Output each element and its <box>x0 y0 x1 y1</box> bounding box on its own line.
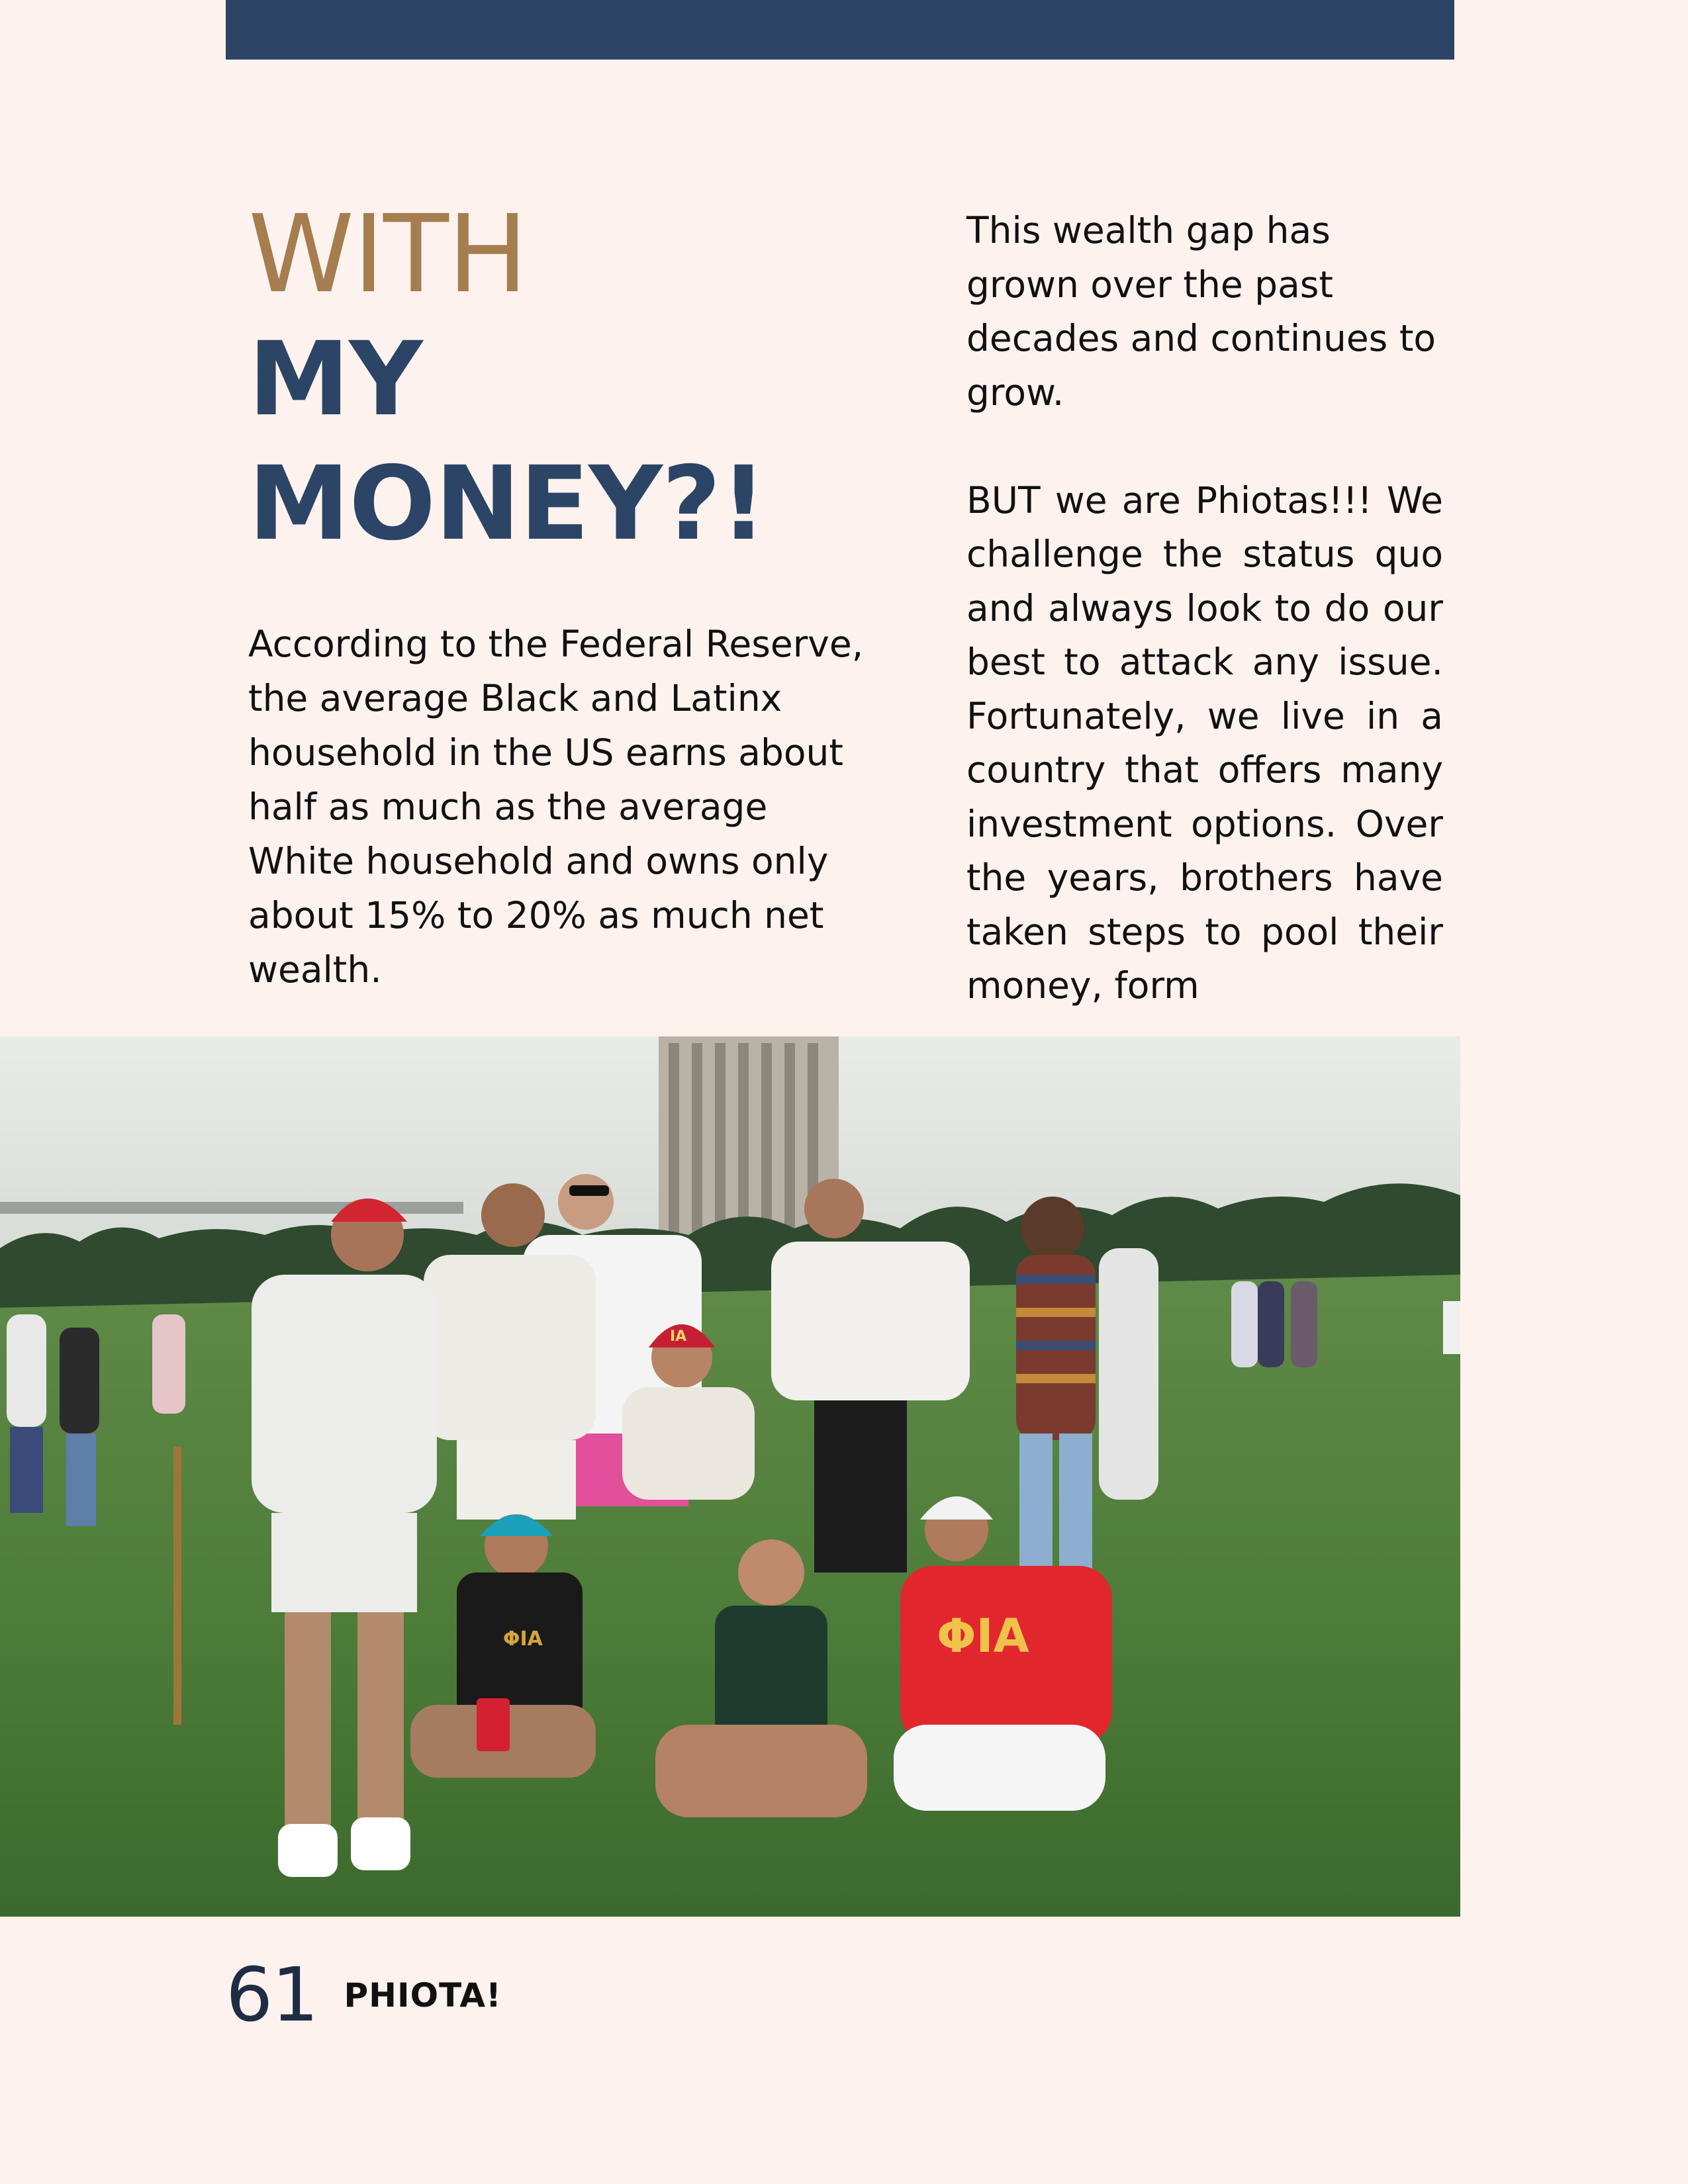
body-paragraph-1: This wealth gap has grown over the past decades and continues to grow. <box>966 209 1436 414</box>
shirt-letters: ΦIA <box>937 1609 1029 1663</box>
body-paragraph-2: BUT we are Phiotas!!! We challenge the status quo and always look to do our best to attack any issue. Fortunately, we live in a country that offers many investment options. Over the years, brothers have taken steps to pool their money, form <box>966 478 1443 1007</box>
title-line-my: MY <box>248 320 422 439</box>
top-accent-bar <box>226 0 1454 60</box>
group-photo <box>0 1036 1460 1917</box>
body-text-left: According to the Federal Reserve, the average Black and Latinx household in the US earns about half as much as the average White household and owns only about 15% to 20% as much net wealth. <box>248 623 864 991</box>
magazine-name: PHIOTA! <box>344 1976 502 2015</box>
article-title <box>248 192 844 567</box>
body-text-right <box>966 204 1443 1013</box>
cane <box>173 1447 181 1725</box>
title-line-money: MONEY?! <box>248 445 767 563</box>
page-number: 61 <box>226 1952 318 2038</box>
page-footer <box>226 1952 502 2038</box>
grass-field <box>0 1275 1460 1917</box>
group-photo-illustration <box>0 1036 1460 1917</box>
svg-text:ΦΙΑ: ΦΙΑ <box>503 1627 543 1651</box>
title-line-with: WITH <box>248 193 527 317</box>
cap-letters: IA <box>670 1328 687 1345</box>
